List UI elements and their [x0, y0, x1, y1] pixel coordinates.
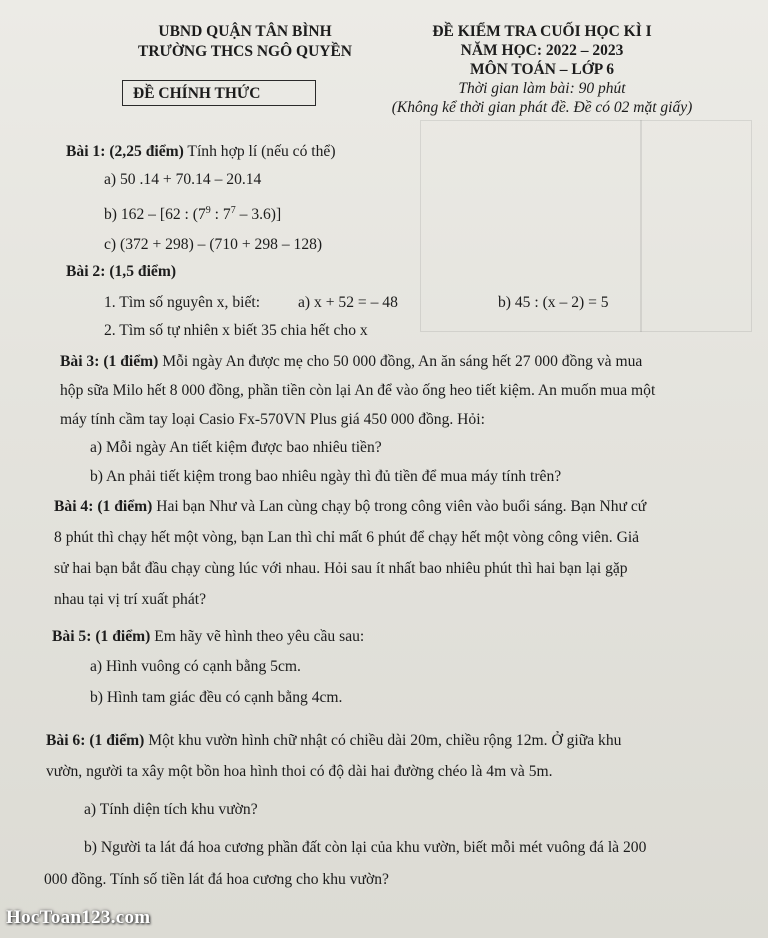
bai1-b-exponent-2: 7 — [230, 205, 236, 216]
exam-note: (Không kể thời gian phát đề. Đề có 02 mặt giấy) — [391, 99, 693, 116]
bai1-b-exponent-1: 9 — [205, 205, 211, 216]
bai1-prompt: Tính hợp lí (nếu có thể) — [183, 143, 336, 160]
bai5-heading — [52, 627, 364, 647]
bai2-title: Bài 2: (1,5 điểm) — [66, 263, 177, 280]
bai1-part-b — [104, 201, 281, 225]
bai3-part-a: a) Mỗi ngày An tiết kiệm được bao nhiêu tiền? — [90, 439, 382, 456]
bai5-part-b: b) Hình tam giác đều có cạnh bằng 4cm. — [90, 689, 343, 706]
bai3-part-b: b) An phải tiết kiệm trong bao nhiêu ngày thì đủ tiền để mua máy tính trên? — [90, 468, 562, 485]
bai2-q2: 2. Tìm số tự nhiên x biết 35 chia hết cho x — [104, 322, 368, 339]
bai4-line1 — [54, 497, 646, 517]
bai4-title: Bài 4: (1 điểm) — [54, 498, 153, 515]
site-watermark: HocToan123.com — [6, 907, 151, 928]
bai2-q1-label: 1. Tìm số nguyên x, biết: — [104, 294, 261, 311]
district-name: UBND QUẬN TÂN BÌNH — [158, 23, 332, 40]
bai5-prompt: Em hãy vẽ hình theo yêu cầu sau: — [150, 628, 365, 645]
exam-header — [372, 22, 712, 117]
school-year: NĂM HỌC: 2022 – 2023 — [460, 42, 624, 59]
bai3-text1: Mỗi ngày An được mẹ cho 50 000 đồng, An ăn sáng hết 27 000 đồng và mua — [158, 353, 643, 370]
bai1-part-a: a) 50 .14 + 70.14 – 20.14 — [104, 171, 262, 188]
bai6-line2: vườn, người ta xây một bồn hoa hình thoi có độ dài hai đường chéo là 4m và 5m. — [46, 763, 553, 780]
bai5-title: Bài 5: (1 điểm) — [52, 628, 151, 645]
bai6-title: Bài 6: (1 điểm) — [46, 732, 145, 749]
bai1-title: Bài 1: (2,25 điểm) — [66, 143, 184, 160]
bai2-q1-a: a) x + 52 = – 48 — [298, 294, 398, 311]
bai6-text1: Một khu vườn hình chữ nhật có chiều dài 20m, chiều rộng 12m. Ở giữa khu — [144, 732, 622, 749]
bai1-b-suffix: – 3.6)] — [235, 206, 282, 224]
bai3-line1 — [60, 352, 642, 372]
school-name: TRƯỜNG THCS NGÔ QUYỀN — [137, 43, 352, 60]
show-through-table — [640, 120, 752, 332]
bai4-text1: Hai bạn Như và Lan cùng chạy bộ trong công viên vào buổi sáng. Bạn Như cứ — [152, 498, 647, 515]
bai4-line4: nhau tại vị trí xuất phát? — [54, 591, 206, 608]
exam-title: ĐỀ KIỂM TRA CUỐI HỌC KÌ I — [432, 23, 652, 40]
bai2-q1-b: b) 45 : (x – 2) = 5 — [498, 294, 609, 311]
bai3-line2: hộp sữa Milo hết 8 000 đồng, phần tiền còn lại An để vào ống heo tiết kiệm. An muốn mua một — [60, 382, 656, 399]
exam-time: Thời gian làm bài: 90 phút — [458, 80, 626, 97]
school-header — [120, 22, 370, 62]
bai1-part-c: c) (372 + 298) – (710 + 298 – 128) — [104, 236, 323, 253]
bai3-title: Bài 3: (1 điểm) — [60, 353, 159, 370]
subject: MÔN TOÁN – LỚP 6 — [469, 61, 615, 78]
bai1-b-mid: : 7 — [210, 206, 231, 224]
bai6-part-a: a) Tính diện tích khu vườn? — [84, 801, 258, 818]
bai4-line3: sử hai bạn bắt đầu chạy cùng lúc với nhau. Hỏi sau ít nhất bao nhiêu phút thì hai bạn lại gặp — [54, 560, 628, 577]
bai5-part-a: a) Hình vuông có cạnh bằng 5cm. — [90, 658, 301, 675]
official-exam-badge: ĐỀ CHÍNH THỨC — [122, 80, 316, 106]
bai6-part-b-line2: 000 đồng. Tính số tiền lát đá hoa cương cho khu vườn? — [44, 871, 389, 888]
bai6-line1 — [46, 731, 621, 751]
bai1-b-prefix: b) 162 – [62 : (7 — [104, 206, 206, 224]
bai4-line2: 8 phút thì chạy hết một vòng, bạn Lan thì chỉ mất 6 phút để chạy hết một vòng công viên. Giả — [54, 529, 640, 546]
bai6-part-b-line1: b) Người ta lát đá hoa cương phần đất còn lại của khu vườn, biết mỗi mét vuông đá là 200 — [84, 839, 647, 856]
bai1-heading — [66, 142, 336, 162]
bai3-line3: máy tính cầm tay loại Casio Fx-570VN Plus giá 450 000 đồng. Hỏi: — [60, 411, 485, 428]
